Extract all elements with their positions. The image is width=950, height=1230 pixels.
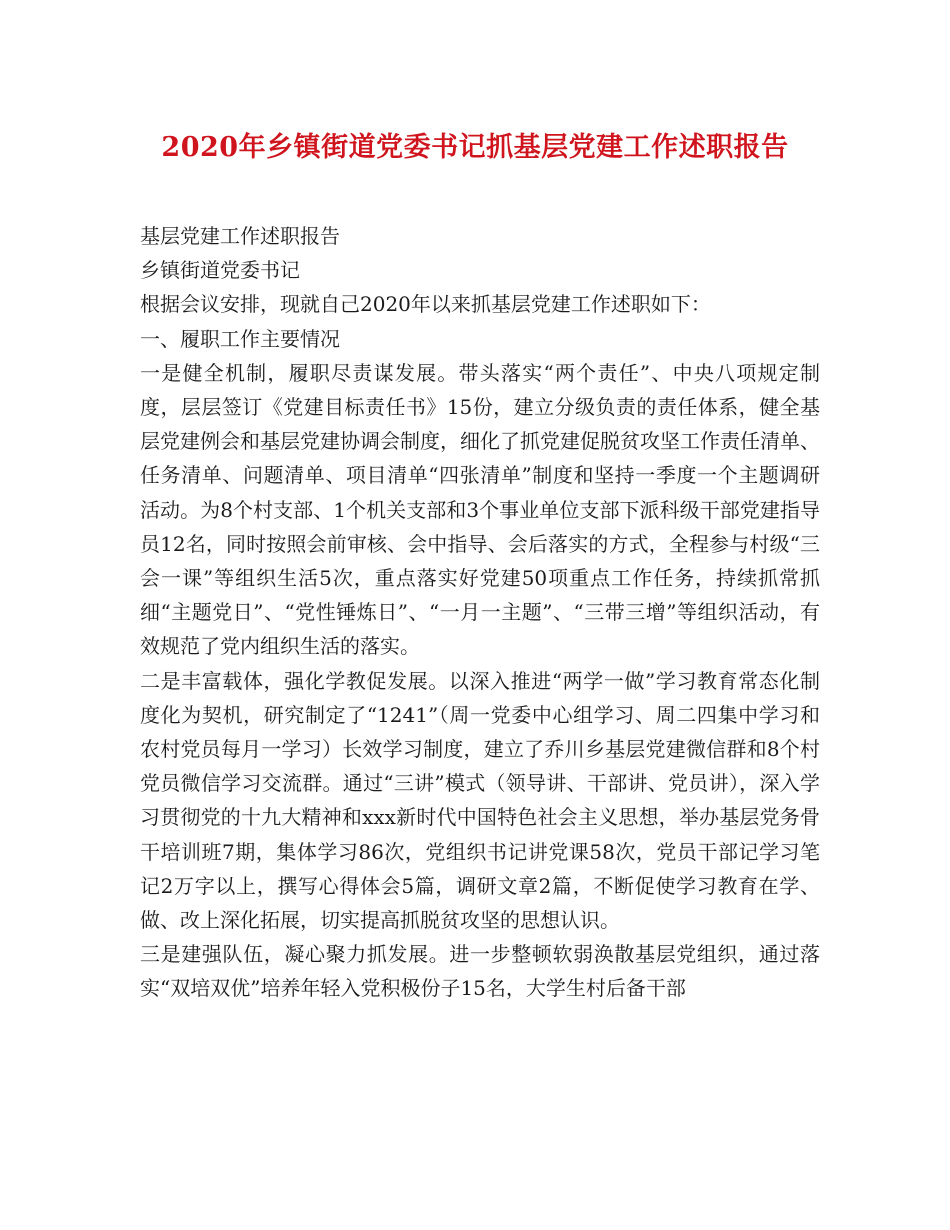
body-paragraph-1: 一是健全机制，履职尽责谋发展。带头落实“两个责任”、中央八项规定制度，层层签订《党建目标责任书》15份，建立分级负责的责任体系，健全基层党建例会和基层党建协调会制度，细化了抓党建促脱贫攻坚工作责任清单、任务清单、问题清单、项目清单“四张清单”制度和坚持一季度一个主题调研活动。为8个村支部、1个机关支部和3个事业单位支部下派科级干部党建指导员12名，同时按照会前审核、会中指导、会后落实的方式，全程参与村级“三会一课”等组织生活5次，重点落实好党建50项重点工作任务，持续抓常抓细“主题党日”、“党性锤炼日”、“一月一主题”、“三带三增”等组织活动，有效规范了党内组织生活的落实。 [140, 360, 820, 659]
author-line: 乡镇街道党委书记 [140, 258, 300, 283]
report-heading: 基层党建工作述职报告 [140, 224, 340, 248]
document-title: 2020年乡镇街道党委书记抓基层党建工作述职报告 [161, 132, 789, 163]
body-paragraph-3: 三是建强队伍，凝心聚力抓发展。进一步整顿软弱涣散基层党组织，通过落实“双培双优”培养年轻入党积极份子15名，大学生村后备干部 [140, 942, 820, 1001]
document-body [140, 219, 820, 1006]
body-paragraph-2: 二是丰富载体，强化学教促发展。以深入推进“两学一做”学习教育常态化制度化为契机，研究制定了“1241”（周一党委中心组学习、周二四集中学习和农村党员每月一学习）长效学习制度，建立了乔川乡基层党建微信群和8个村党员微信学习交流群。通过“三讲”模式（领导讲、干部讲、党员讲），深入学习贯彻党的十九大精神和xxx新时代中国特色社会主义思想，举办基层党务骨干培训班7期，集体学习86次，党组织书记讲党课58次，党员干部记学习笔记2万字以上，撰写心得体会5篇，调研文章2篇，不断促使学习教育在学、做、改上深化拓展，切实提高抓脱贫攻坚的思想认识。 [140, 668, 820, 933]
section-heading: 一、履职工作主要情况 [140, 326, 340, 351]
intro-paragraph: 根据会议安排，现就自己2020年以来抓基层党建工作述职如下： [140, 292, 711, 317]
